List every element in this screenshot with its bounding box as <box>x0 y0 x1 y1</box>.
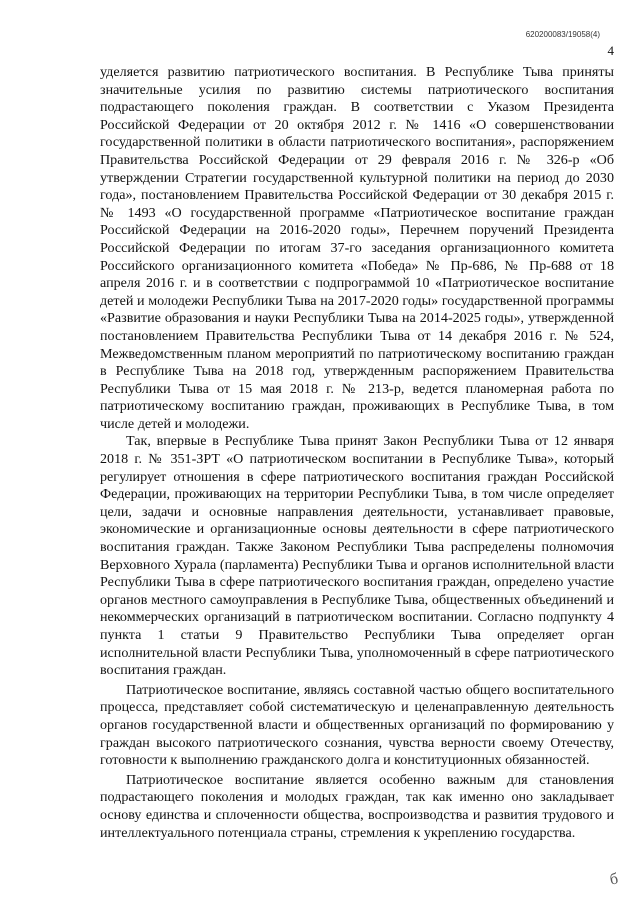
paragraph-law: Так, впервые в Республике Тыва принят Закон Республики Тыва от 12 января 2018 г. № 351-ЗРТ «О патриотическом воспитании в Республике Тыва», который регулирует отношения в сфере патриотического воспитания граждан Российской Федерации, проживающих на территории Республики Тыва, в том числе определяет цели, задачи и основные направления деятельности, устанавливает правовые, экономические и организационные основы деятельности в сфере патриотического воспитания граждан. Также Законом Республики Тыва распределены полномочия Верховного Хурала (парламента) Республики Тыва и органов исполнительной власти Республики Тыва в сфере патриотического воспитания граждан, определено участие органов местного самоуправления в Республике Тыва, общественных объединений и некоммерческих организаций в патриотическом воспитании. Согласно подпункту 4 пункта 1 статьи 9 Правительство Республики Тыва определяет орган исполнительной власти Республики Тыва, уполномоченный в сфере патриотического воспитания граждан. <box>100 433 614 679</box>
document-code: 620200083/19058(4) <box>525 30 600 39</box>
paragraph-definition: Патриотическое воспитание, являясь составной частью общего воспитательного процесса, представляет собой систематическую и целенаправленную деятельность органов государственной власти и общественных организаций по формированию у граждан высокого патриотического сознания, чувства верности своему Отечеству, готовности к выполнению гражданского долга и конституционных обязанностей. <box>100 681 614 769</box>
handwritten-mark: б <box>608 870 620 889</box>
paragraph-importance: Патриотическое воспитание является особенно важным для становления подрастающего поколения и молодых граждан, так как именно оно закладывает основу единства и сплоченности общества, воспроизводства и развития трудового и интеллектуального потенциала страны, стремления к укреплению государства. <box>100 771 614 841</box>
paragraph-continuation: уделяется развитию патриотического воспитания. В Республике Тыва приняты значительные усилия по развитию системы патриотического воспитания подрастающего поколения граждан. В соответствии с Указом Президента Российской Федерации от 20 октября 2012 г. № 1416 «О совершенствовании государственной политики в области патриотического воспитания», распоряжением Правительства Российской Федерации от 29 февраля 2016 г. № 326-р «Об утверждении Стратегии государственной культурной политики на период до 2030 года», постановлением Правительства Российской Федерации от 30 декабря 2015 г. № 1493 «О государственной программе «Патриотическое воспитание граждан Российской Федерации на 2016-2020 годы», Перечнем поручений Президента Российской Федерации по итогам 37-го заседания организационного комитета Российского организационного комитета «Победа» № Пр-686, № Пр-688 от 18 апреля 2016 г. и в соответствии с подпрограммой 10 «Патриотическое воспитание детей и молодежи Республики Тыва на 2017-2020 годы» государственной программы «Развитие образования и науки Республики Тыва на 2014-2025 годы», утвержденной постановлением Правительства Республики Тыва от 14 декабря 2016 г. № 524, Межведомственным планом мероприятий по патриотическому воспитанию граждан в Республике Тыва на 2018 год, утвержденным распоряжением Правительства Республики Тыва от 15 мая 2018 г. № 213-р, ведется планомерная работа по патриотическому воспитанию граждан, проживающих в Республике Тыва, в том числе детей и молодежи. <box>100 64 614 432</box>
page-number: 4 <box>607 43 614 58</box>
document-body <box>100 64 614 842</box>
